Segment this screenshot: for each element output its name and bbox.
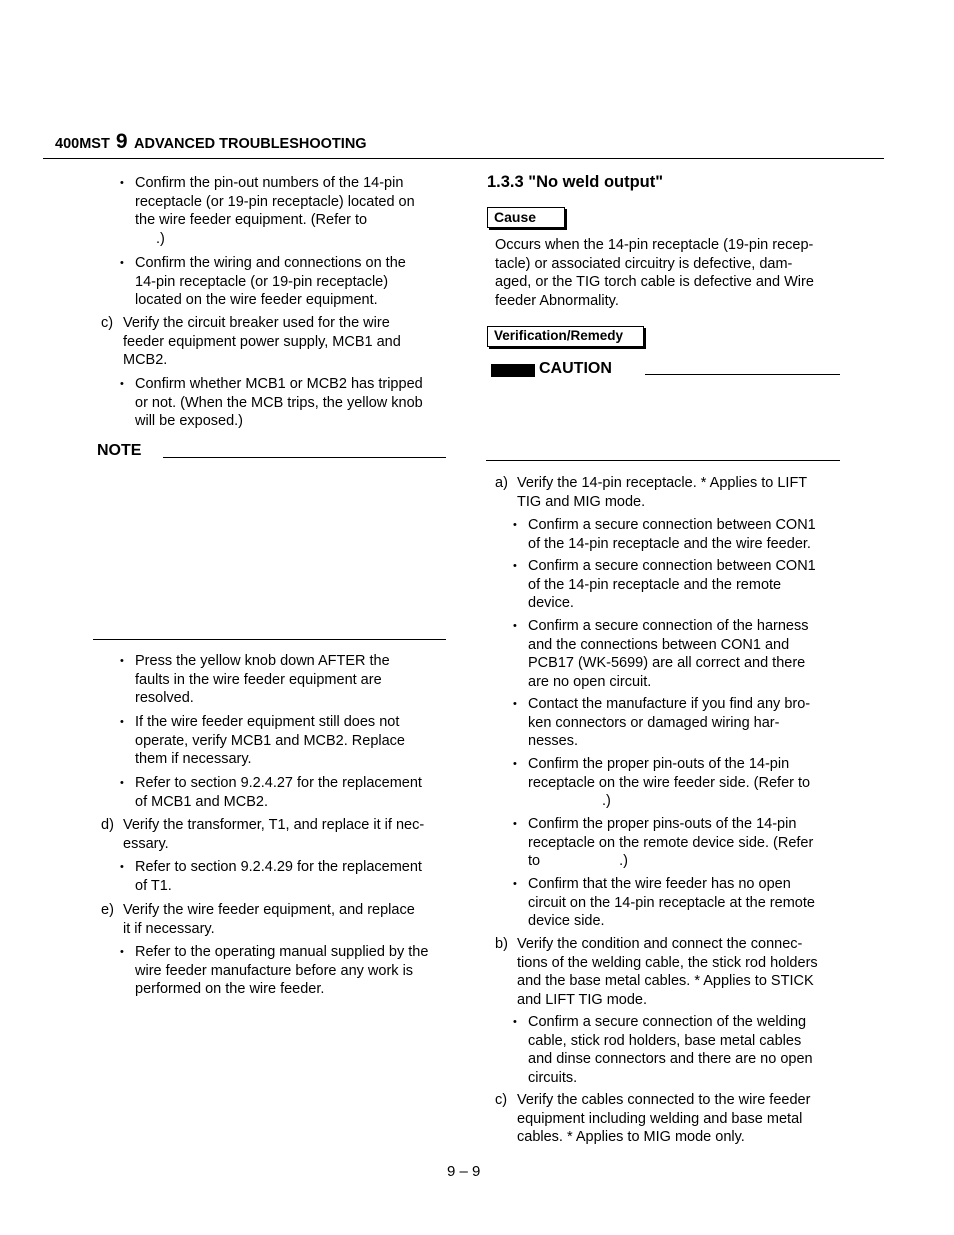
chapter-title: ADVANCED TROUBLESHOOTING	[134, 136, 367, 152]
chapter-number: 9	[115, 130, 128, 153]
page-number: 9 – 9	[447, 1163, 481, 1180]
page-header	[55, 130, 367, 154]
note-bottom-rule	[93, 639, 446, 640]
cause-text: Occurs when the 14-pin receptacle (19-pin recep- tacle) or associated circuitry is defective, dam- aged, or the TIG torch cable is defective and Wire feeder Abnormality.	[495, 237, 814, 309]
caution-bottom-rule	[486, 460, 840, 461]
caution-icon	[491, 364, 535, 377]
verification-remedy-tag: Verification/Remedy	[487, 326, 644, 347]
caution-label: CAUTION	[539, 360, 612, 377]
model-name: 400MST	[55, 136, 110, 152]
caution-rule	[645, 374, 840, 375]
section-title: 1.3.3 "No weld output"	[487, 173, 664, 191]
note-rule	[163, 457, 446, 458]
note-label: NOTE	[97, 442, 142, 459]
cause-tag: Cause	[487, 207, 565, 228]
header-rule	[43, 158, 884, 159]
